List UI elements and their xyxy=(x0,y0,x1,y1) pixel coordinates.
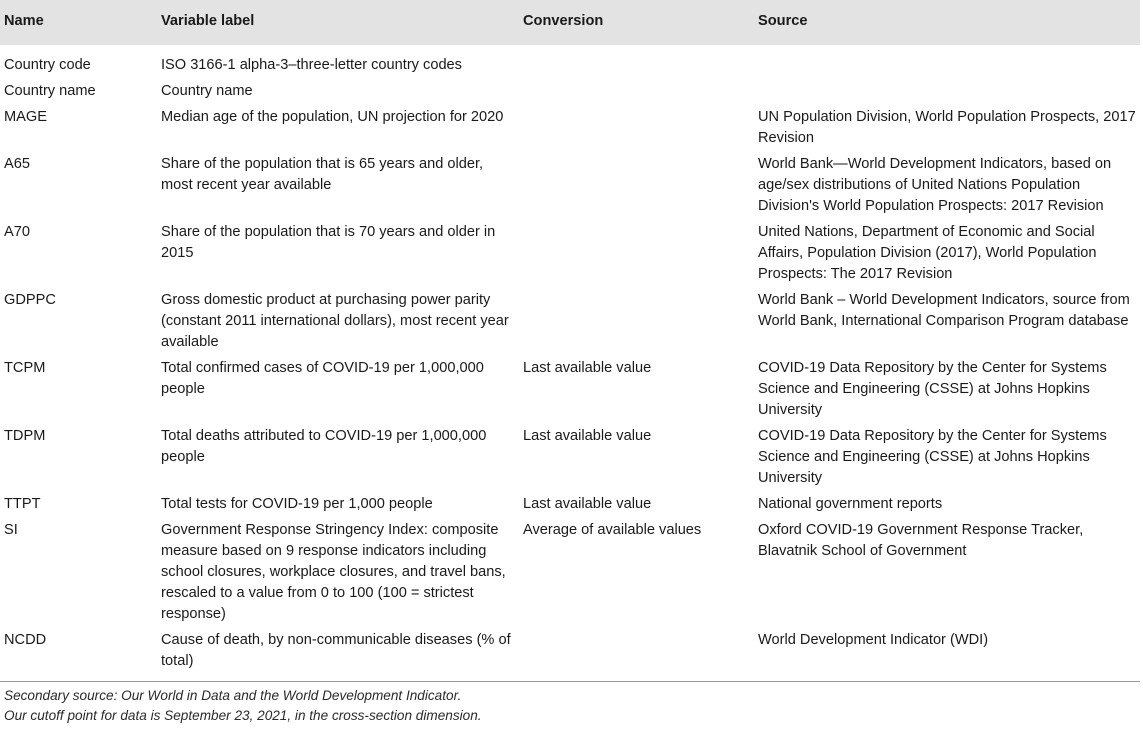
table-row xyxy=(0,426,1140,494)
cell-name: TCPM xyxy=(4,360,46,376)
table-row xyxy=(0,630,1140,682)
cell-variable-label: Total tests for COVID-19 per 1,000 people xyxy=(161,496,433,512)
cell-variable-label: Country name xyxy=(161,83,253,99)
cell-variable-label: Share of the population that is 65 years and older, most recent year available xyxy=(161,156,484,193)
cell-conversion xyxy=(519,630,754,682)
cell-variable-label: Gross domestic product at purchasing power parity (constant 2011 international dollars), most recent year available xyxy=(161,292,509,350)
cell-name: Country code xyxy=(4,57,91,73)
table-body xyxy=(0,45,1140,682)
cell-name: TTPT xyxy=(4,496,41,512)
cell-source xyxy=(754,81,1140,107)
cell-conversion: Last available value xyxy=(523,360,652,376)
cell-name: GDPPC xyxy=(4,292,56,308)
cell-name: A70 xyxy=(4,224,30,240)
cell-source xyxy=(754,45,1140,81)
cell-variable-label: Share of the population that is 70 years and older in 2015 xyxy=(161,224,496,261)
cell-source: World Bank – World Development Indicators, source from World Bank, International Comparison Program database xyxy=(758,292,1130,329)
cell-source: World Development Indicator (WDI) xyxy=(754,630,1140,682)
cell-source: United Nations, Department of Economic and Social Affairs, Population Division (2017), World Population Prospects: The 2017 Revision xyxy=(758,224,1097,282)
table-header xyxy=(0,0,1140,45)
table-row xyxy=(0,358,1140,426)
table-row xyxy=(0,81,1140,107)
cell-variable-label: Total deaths attributed to COVID-19 per 1,000,000 people xyxy=(161,428,487,465)
table-row xyxy=(0,107,1140,154)
table-row xyxy=(0,290,1140,358)
cell-conversion xyxy=(519,154,754,222)
cell-name: NCDD xyxy=(0,630,157,682)
header-source: Source xyxy=(754,0,1140,45)
cell-conversion: Last available value xyxy=(523,496,652,512)
cell-source: Oxford COVID-19 Government Response Tracker, Blavatnik School of Government xyxy=(758,522,1084,559)
cell-conversion xyxy=(519,107,754,154)
table-row xyxy=(0,45,1140,81)
table-row xyxy=(0,154,1140,222)
cell-conversion xyxy=(519,222,754,290)
cell-source: National government reports xyxy=(758,496,943,512)
cell-name: A65 xyxy=(4,156,30,172)
footnote-cutoff-point: Our cutoff point for data is September 23, 2021, in the cross-section dimension. xyxy=(4,708,482,723)
cell-conversion: Average of available values xyxy=(523,522,702,538)
header-conversion: Conversion xyxy=(519,0,754,45)
table-row xyxy=(0,494,1140,520)
cell-name: MAGE xyxy=(4,109,47,125)
cell-source: UN Population Division, World Population Prospects, 2017 Revision xyxy=(758,109,1136,146)
cell-conversion xyxy=(519,290,754,358)
table-row xyxy=(0,520,1140,630)
cell-conversion xyxy=(519,81,754,107)
table-footnotes xyxy=(0,682,1143,726)
cell-source: World Bank—World Development Indicators, based on age/sex distributions of United Nations Population Division's World Population Prospects: 2017 Revision xyxy=(758,156,1112,214)
cell-variable-label: Median age of the population, UN projection for 2020 xyxy=(161,109,504,125)
cell-variable-label: ISO 3166-1 alpha-3–three-letter country codes xyxy=(161,57,462,73)
header-row xyxy=(0,0,1140,45)
cell-name: TDPM xyxy=(4,428,46,444)
cell-name: SI xyxy=(4,522,18,538)
cell-source: COVID-19 Data Repository by the Center for Systems Science and Engineering (CSSE) at Johns Hopkins University xyxy=(758,428,1107,486)
cell-variable-label: Cause of death, by non-communicable diseases (% of total) xyxy=(157,630,519,682)
cell-variable-label: Government Response Stringency Index: composite measure based on 9 response indicators including school closures, workplace closures, and travel bans, rescaled to a value from 0 to 100 (100 = strictest response) xyxy=(161,522,506,622)
header-name: Name xyxy=(0,0,157,45)
table-row xyxy=(0,222,1140,290)
cell-source: COVID-19 Data Repository by the Center for Systems Science and Engineering (CSSE) at Johns Hopkins University xyxy=(758,360,1107,418)
cell-name: Country name xyxy=(4,83,96,99)
cell-variable-label: Total confirmed cases of COVID-19 per 1,000,000 people xyxy=(161,360,484,397)
footnote-secondary-source: Secondary source: Our World in Data and the World Development Indicator. xyxy=(4,688,462,703)
cell-conversion: Last available value xyxy=(523,428,652,444)
header-variable-label: Variable label xyxy=(157,0,519,45)
cell-conversion xyxy=(519,45,754,81)
